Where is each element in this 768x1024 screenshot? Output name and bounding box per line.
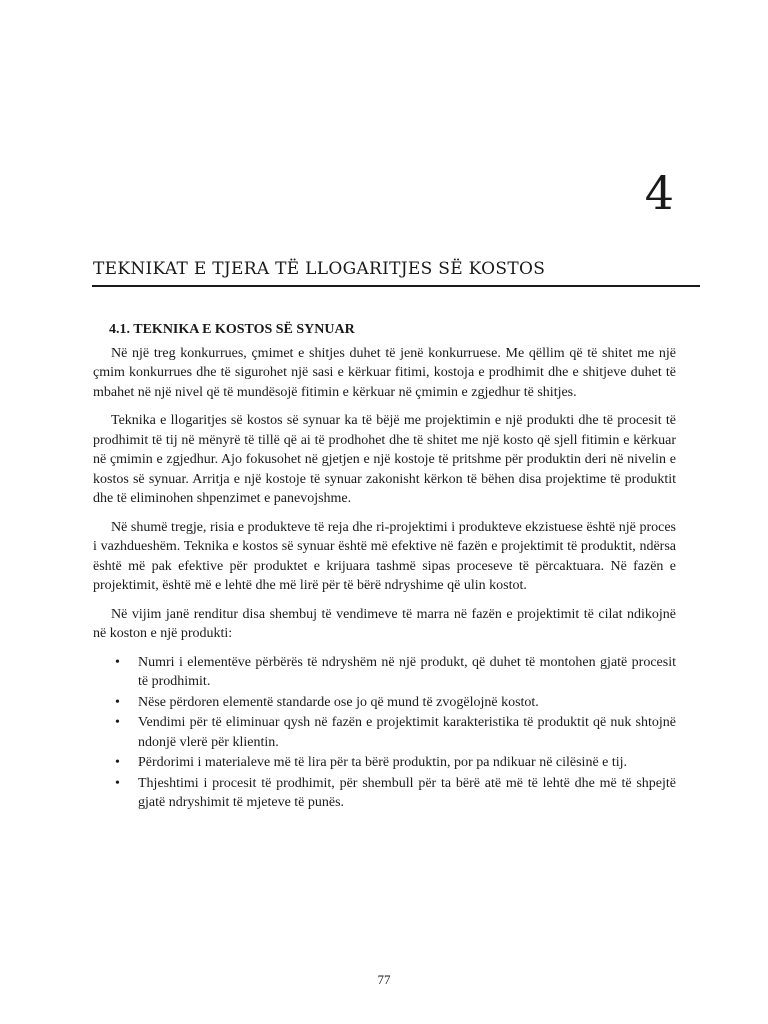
paragraph: Në shumë tregje, risia e produkteve të reja dhe ri-projektimi i produkteve ekzistuese është një proces i vazhdueshëm. Teknika e kostos së synuar është më efektive në fazën e projektimit të produktit, ndërsa është më pak efektive për produktet e krijuara tashmë sipas proceseve të përcaktuara. Në fazën e projektimit, është më e lehtë dhe më lirë për të bërë ndryshime që ulin kostot.	[93, 519, 676, 593]
paragraph: Në vijim janë renditur disa shembuj të vendimeve të marra në fazën e projektimit të cilat ndikojnë në koston e një produkti:	[93, 606, 676, 641]
section-heading: 4.1. TEKNIKA E KOSTOS SË SYNUAR	[109, 322, 355, 337]
list-item-text: Thjeshtimi i procesit të prodhimit, për shembull për ta bërë atë më të lehtë dhe më të shpejtë gjatë ndryshimit të mjeteve të punës.	[138, 775, 676, 810]
list-item	[93, 713, 676, 752]
bullet-icon: •	[115, 694, 120, 710]
list-item	[93, 653, 676, 692]
bullet-icon: •	[115, 654, 120, 670]
paragraph: Teknika e llogaritjes së kostos së synuar ka të bëjë me projektimin e një produkti dhe të procesit të prodhimit të tij në mënyrë të tillë që ai të prodhohet dhe të shitet me një kosto që sjell fitimin e kërkuar në çmimin e zgjedhur. Ajo fokusohet në gjetjen e një kostoje të pritshme për produktin deri në nivelin e kostos së synuar. Arritja e një kostoje të synuar zakonisht kërkon të bëhen disa projektime të produktit dhe të eliminohen shpenzimet e panevojshme.	[93, 413, 676, 506]
paragraph: Në një treg konkurrues, çmimet e shitjes duhet të jenë konkurruese. Me qëllim që të shitet me një çmim konkurrues dhe të sigurohet një sasi e kërkuar fitimi, kostoja e prodhimit dhe e shitjeve duhet të mbahet në një nivel që të mundësojë fitimin e kërkuar në çmimin e zgjedhur të shitjes.	[93, 345, 676, 400]
section-content	[93, 320, 676, 814]
chapter-number: 4	[644, 166, 674, 220]
bullet-icon: •	[115, 775, 120, 791]
bullet-icon: •	[115, 755, 120, 770]
page-number: 77	[377, 972, 391, 987]
chapter-title: TEKNIKAT E TJERA TË LLOGARITJES SË KOSTOS	[93, 259, 546, 279]
list-item	[93, 774, 676, 813]
list-item-text: Përdorimi i materialeve më të lira për ta bërë produktin, por pa ndikuar në cilësinë e tij.	[138, 755, 628, 770]
title-rule	[92, 285, 700, 287]
bullet-icon: •	[115, 715, 120, 730]
list-item-text: Vendimi për të eliminuar qysh në fazën e projektimit karakteristika të produktit që nuk shtojnë ndonjë vlerë për klientin.	[138, 715, 676, 750]
list-item	[93, 693, 676, 713]
list-item-text: Nëse përdoren elementë standarde ose jo që mund të zvogëlojnë kostot.	[138, 694, 539, 710]
bullet-list	[93, 653, 676, 813]
list-item	[93, 753, 676, 773]
list-item-text: Numri i elementëve përbërës të ndryshëm në një produkt, që duhet të montohen gjatë procesit të prodhimit.	[138, 654, 676, 689]
